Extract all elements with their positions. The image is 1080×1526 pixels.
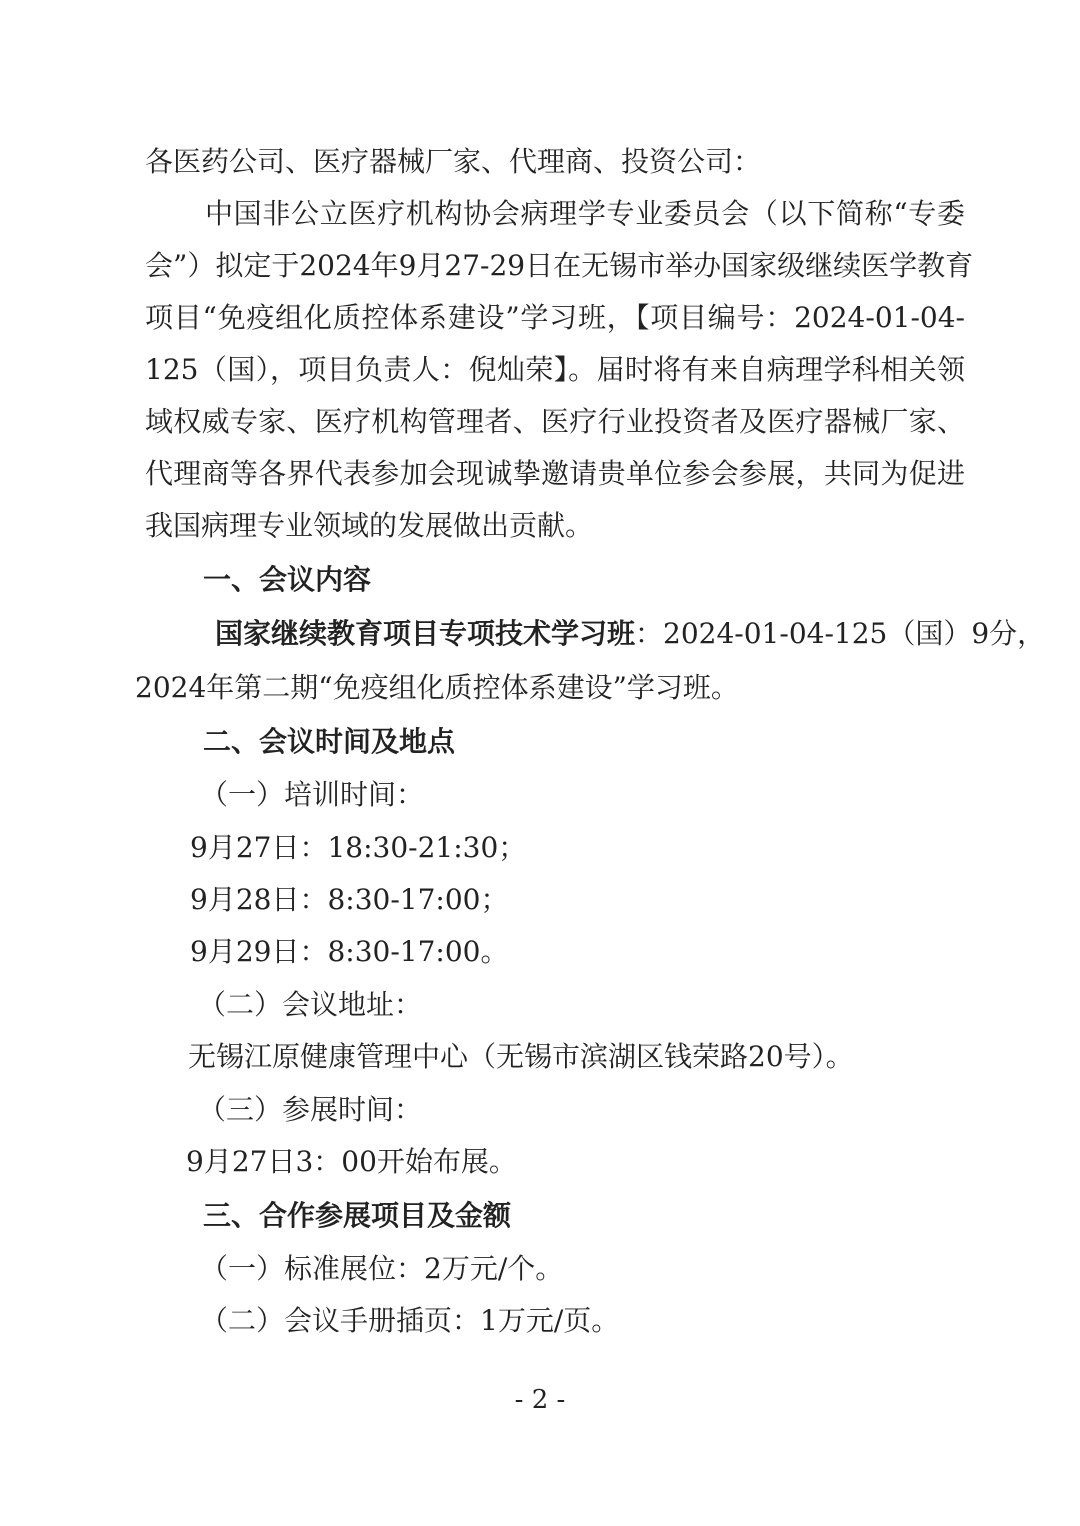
intro-line-5: 域权威专家、医疗机构管理者、医疗行业投资者及医疗器械厂家、 (145, 405, 965, 438)
section-heading-time-place: 二、会议时间及地点 (203, 725, 456, 758)
training-time-label: （一）培训时间： (200, 778, 425, 811)
exhibit-time-value: 9月27日3：00开始布展。 (186, 1145, 517, 1178)
course-title: 国家继续教育项目专项技术学习班 (215, 617, 636, 650)
venue-label: （二）会议地址： (198, 988, 423, 1021)
schedule-day-2: 9月28日：8:30-17:00； (190, 883, 509, 916)
section-heading-cooperation: 三、合作参展项目及金额 (203, 1199, 512, 1232)
cooperation-item-2: （二）会议手册插页：1万元/页。 (200, 1304, 620, 1337)
intro-line-6: 代理商等各界代表参加会现诚挚邀请贵单位参会参展，共同为促进 (145, 457, 965, 490)
course-info-line-2: 2024年第二期“免疫组化质控体系建设”学习班。 (135, 671, 739, 704)
course-info-line-1 (215, 614, 1045, 654)
intro-line-2: 会”）拟定于2024年9月27-29日在无锡市举办国家级继续医学教育 (145, 249, 974, 282)
page-number: - 2 - (514, 1385, 566, 1415)
venue-address: 无锡江原健康管理中心（无锡市滨湖区钱荣路20号）。 (188, 1040, 854, 1073)
intro-line-4: 125（国），项目负责人：倪灿荣】。届时将有来自病理学科相关领 (145, 353, 965, 386)
addressee-line: 各医药公司、医疗器械厂家、代理商、投资公司： (145, 145, 762, 178)
intro-line-3: 项目“免疫组化质控体系建设”学习班，【项目编号：2024-01-04- (145, 301, 965, 334)
exhibit-time-label: （三）参展时间： (198, 1093, 423, 1126)
schedule-day-1: 9月27日：18:30-21:30； (190, 831, 527, 864)
intro-line-7: 我国病理专业领域的发展做出贡献。 (145, 509, 594, 542)
cooperation-item-1: （一）标准展位：2万元/个。 (200, 1252, 564, 1285)
course-code: ：2024-01-04-125（国）9分， (635, 617, 1046, 650)
section-heading-content: 一、会议内容 (203, 563, 372, 596)
intro-line-1: 中国非公立医疗机构协会病理学专业委员会（以下简称“专委 (205, 197, 965, 230)
schedule-day-3: 9月29日：8:30-17:00。 (190, 935, 509, 968)
